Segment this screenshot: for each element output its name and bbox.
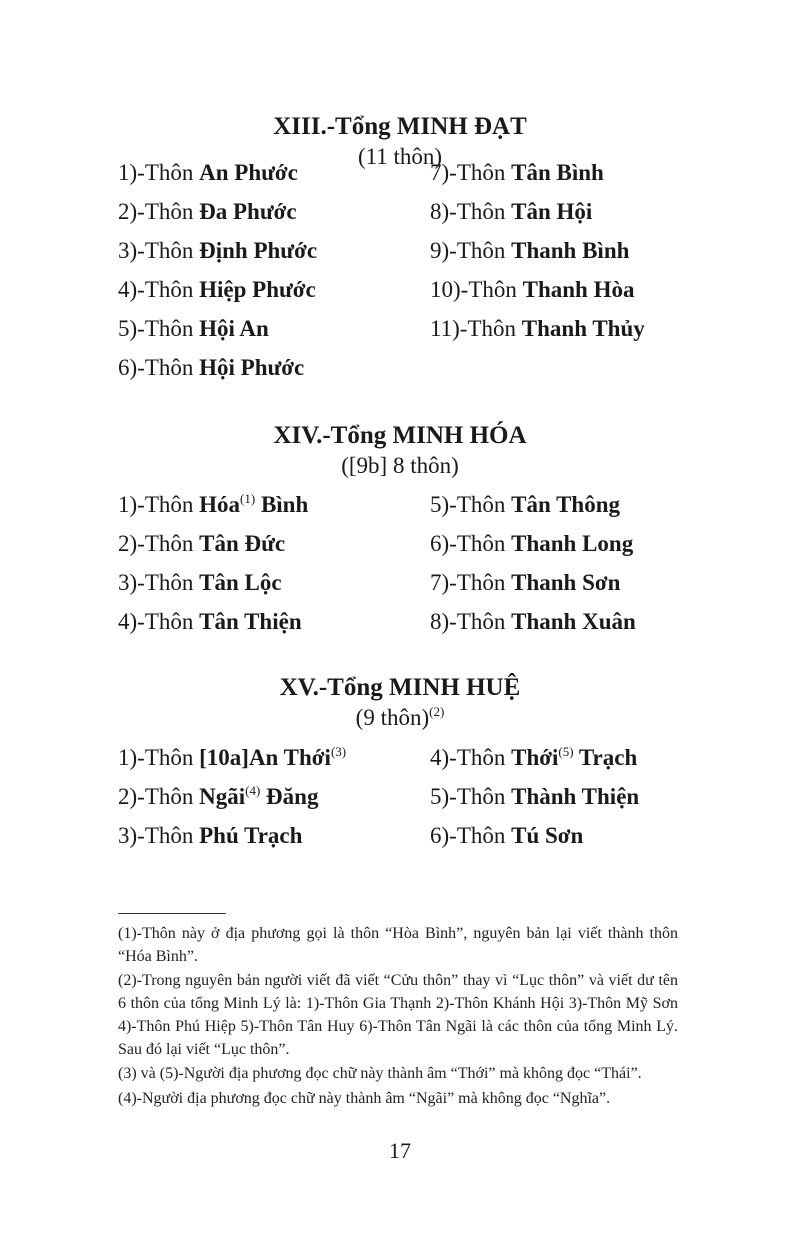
section-subtitle-xiv: ([9b] 8 thôn) [341,453,459,478]
list-item: 3)-Thôn Định Phước [118,238,318,263]
list-item: 5)-Thôn Thành Thiện [430,784,640,809]
list-item: 1)-Thôn Hóa$^{(1)}$ Bình [118,491,309,517]
footnote-divider [118,913,226,914]
list-item: 3)-Thôn Phú Trạch [118,823,303,848]
list-item: 5)-Thôn Tân Thông [430,492,621,517]
list-item: 4)-Thôn Hiệp Phước [118,277,316,302]
footnote-ref: (1) [240,491,256,506]
footnote-ref: (3) [330,744,347,759]
footnote-4: (4)-Người địa phương đọc chữ này thành âm “Ngãi” mà không đọc “Nghĩa”. [118,1090,611,1107]
list-item: 2)-Thôn Ngãi$^{(4)}$ Đăng [118,783,319,809]
list-item: 8)-Thôn Thanh Xuân [430,609,636,634]
list-item: 2)-Thôn Đa Phước [118,199,297,224]
list-item: 8)-Thôn Tân Hội [430,199,593,224]
list-item: 5)-Thôn Hội An [118,316,269,341]
list-item: 4)-Thôn Thới$^{(5)}$ Trạch [430,744,638,770]
footnote-2: (2)-Trong nguyên bản người viết đã viết “Cửu thôn” thay vì “Lục thôn” và viết dư tên 6 thôn của tổng Minh Lý là: 1)-Thôn Gia Thạnh 2)-Thôn Khánh Hội 3)-Thôn Mỹ Sơn 4)-Thôn Phú Hiệp 5)-Thôn Tân Huy 6)-Thôn Tân Ngãi là các thôn của tổng Minh Lý. Sau đó lại viết “Lục thôn”. [118,972,678,1058]
list-item: 7)-Thôn Tân Bình [430,160,604,185]
footnote-ref: (4) [245,783,261,798]
list-item: 6)-Thôn Tú Sơn [430,823,584,848]
list-item: 6)-Thôn Hội Phước [118,355,305,380]
footnote-ref: (2) [429,704,445,719]
section-title-xiv: XIV.-Tổng MINH HÓA [273,422,527,449]
section-subtitle-xiii: (11 thôn) [357,144,443,169]
list-item: 6)-Thôn Thanh Long [430,531,634,556]
list-item: 11)-Thôn Thanh Thủy [430,316,645,341]
page-number: 17 [389,1138,411,1163]
footnote-3: (3) và (5)-Người địa phương đọc chữ này thành âm “Thới” mà không đọc “Thái”. [118,1065,642,1082]
list-item: 10)-Thôn Thanh Hòa [430,277,635,302]
section-title-xiii: XIII.-Tổng MINH ĐẠT [273,113,527,140]
section-title-xv: XV.-Tổng MINH HUỆ [279,674,521,701]
list-item: 3)-Thôn Tân Lộc [118,570,282,595]
list-item: 4)-Thôn Tân Thiện [118,609,302,634]
list-item: 1)-Thôn An Phước [118,160,298,185]
list-item: 9)-Thôn Thanh Bình [430,238,630,263]
list-item: 1)-Thôn [10a]An Thới$^{(3)}$ [118,744,347,770]
list-item: 7)-Thôn Thanh Sơn [430,570,621,595]
footnote-1: (1)-Thôn này ở địa phương gọi là thôn “Hòa Bình”, nguyên bản lại viết thành thôn “Hóa Bình”. [118,925,678,965]
footnote-ref: (5) [558,744,574,759]
section-subtitle-xv: (9 thôn)$^{(2)}$ [355,704,445,730]
list-item: 2)-Thôn Tân Đức [118,531,286,556]
